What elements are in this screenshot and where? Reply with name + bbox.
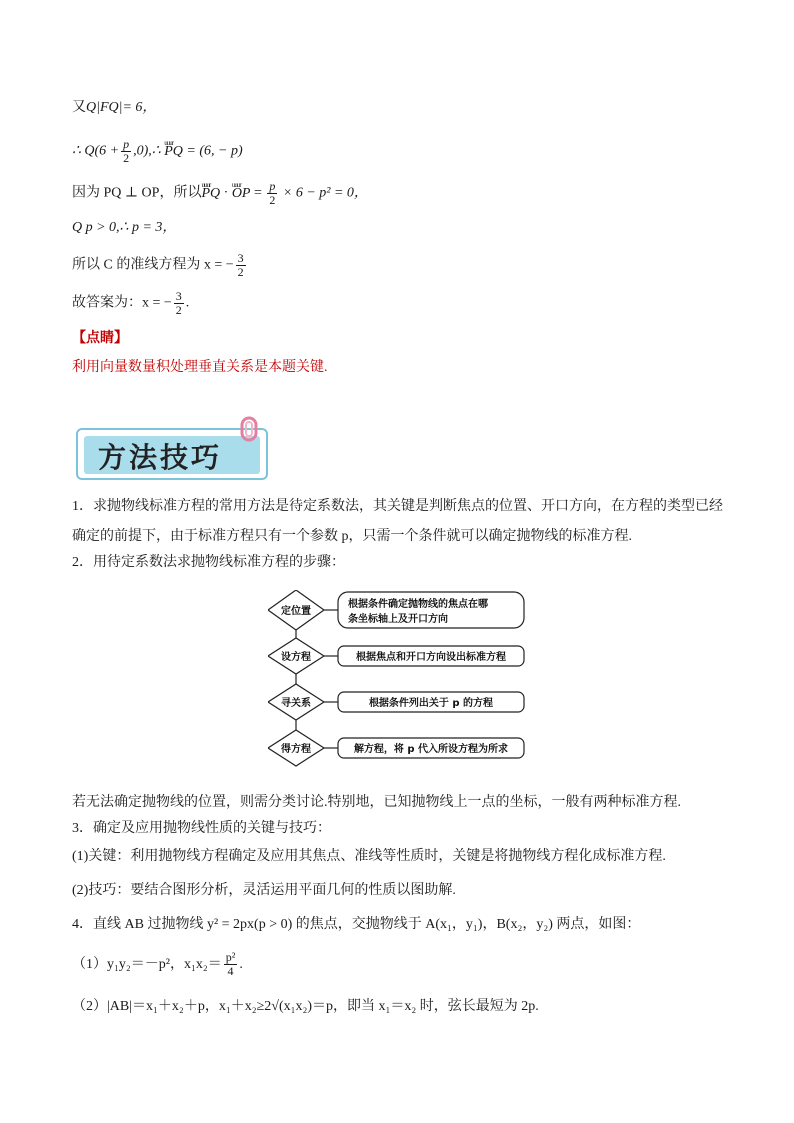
denominator: 2 <box>175 303 182 317</box>
flow-step-3 <box>268 674 524 720</box>
flowchart <box>268 590 528 770</box>
fraction <box>174 290 184 317</box>
method-paragraph-5: (1)关键：利用抛物线方程确定及应用其焦点、准线等性质时，关键是将抛物线方程化成标准方程. <box>72 849 666 864</box>
text: 因为 PQ ⊥ OP，所以 <box>72 185 202 201</box>
flow-step-desc: 根据焦点和开口方向设出标准方程 <box>356 652 506 663</box>
method-paragraph-8 <box>72 950 732 980</box>
numerator: p <box>123 137 130 151</box>
flow-step-desc: 根据条件确定抛物线的焦点在哪 <box>348 599 488 610</box>
numerator: 3 <box>175 289 182 303</box>
vector: uuur PQ <box>201 184 220 204</box>
fraction <box>224 951 238 978</box>
method-paragraph-4: 3．确定及应用抛物线性质的关键与技巧： <box>72 821 331 836</box>
fraction <box>236 252 246 279</box>
denominator: 2 <box>269 193 276 207</box>
math: |FQ|= 6， <box>96 100 157 115</box>
denominator: 4 <box>227 964 234 979</box>
text: = <box>250 185 266 201</box>
banner-title: 方法技巧 <box>98 441 223 474</box>
math: Q <box>86 100 97 115</box>
text: 又 <box>72 100 86 115</box>
method-paragraph-9: （2）|AB|＝x₁＋x₂＋p，x₁＋x₂≥2√(x₁x₂)＝p，即当 x₁＝x₂ 时，弦长最短为 2p. <box>72 999 539 1014</box>
text: （1）y₁y₂＝－p²，x₁x₂＝ <box>72 957 222 972</box>
numerator: p <box>269 179 276 193</box>
method-paragraph-7: 4．直线 AB 过抛物线 y² = 2px(p > 0) 的焦点，交抛物线于 A(x₁，y₁)，B(x₂，y₂) 两点，如图： <box>72 917 641 932</box>
flow-step-label: 定位置 <box>281 606 311 617</box>
solution-line-5 <box>72 252 248 279</box>
paragraph-line: 1．求抛物线标准方程的常用方法是待定系数法，其关键是判断焦点的位置、开口方向，在方程的类型已经 <box>72 499 723 514</box>
denominator: 2 <box>123 151 130 165</box>
vector: uuur PQ <box>164 142 183 162</box>
math: = (6, − p) <box>182 143 243 159</box>
fraction <box>121 138 131 165</box>
numerator: 3 <box>237 251 244 265</box>
flow-step-label: 得方程 <box>281 744 311 755</box>
flow-step-label: 寻关系 <box>281 698 311 709</box>
fraction <box>267 180 277 207</box>
math: ∴ Q(6 + <box>72 143 120 159</box>
denominator: 2 <box>237 265 244 279</box>
solution-line-2 <box>72 138 243 165</box>
flow-step-label: 设方程 <box>281 652 311 663</box>
paper-clip-icon <box>236 416 262 442</box>
text: 所以 C 的准线方程为 x = − <box>72 257 234 273</box>
math: × 6 − p² = 0， <box>279 185 368 201</box>
method-paragraph-6: (2)技巧：要结合图形分析，灵活运用平面几何的性质以图助解. <box>72 883 456 898</box>
flow-step-desc: 条坐标轴上及开口方向 <box>348 614 448 625</box>
dot: · <box>220 185 232 201</box>
flow-step-desc: 根据条件列出关于 p 的方程 <box>368 698 494 709</box>
section-banner <box>76 420 276 482</box>
remark-text: 利用向量数量积处理垂直关系是本题关键. <box>72 360 328 375</box>
method-paragraph-3: 若无法确定抛物线的位置，则需分类讨论.特别地，已知抛物线上一点的坐标，一般有两种标准方程. <box>72 795 681 810</box>
text: 故答案为：x = − <box>72 295 172 311</box>
solution-line-4: Q p > 0,∴ p = 3， <box>72 220 177 235</box>
solution-line-3 <box>72 180 368 207</box>
flow-step-4 <box>268 720 524 766</box>
text: . <box>239 957 243 972</box>
method-paragraph-1 <box>72 492 732 552</box>
solution-line-6 <box>72 290 189 317</box>
paragraph-line: 确定的前提下，由于标准方程只有一个参数 p，只需一个条件就可以确定抛物线的标准方程. <box>72 529 632 544</box>
flow-step-desc: 解方程，将 p 代入所设方程为所求 <box>353 744 509 755</box>
remark-title: 【点睛】 <box>72 330 128 346</box>
text: . <box>185 295 190 311</box>
solution-line-1 <box>72 98 156 118</box>
vector: uuur OP <box>232 184 251 204</box>
method-paragraph-2: 2．用待定系数法求抛物线标准方程的步骤： <box>72 555 345 570</box>
math: ,0),∴ <box>133 143 161 159</box>
numerator: p² <box>225 950 236 965</box>
